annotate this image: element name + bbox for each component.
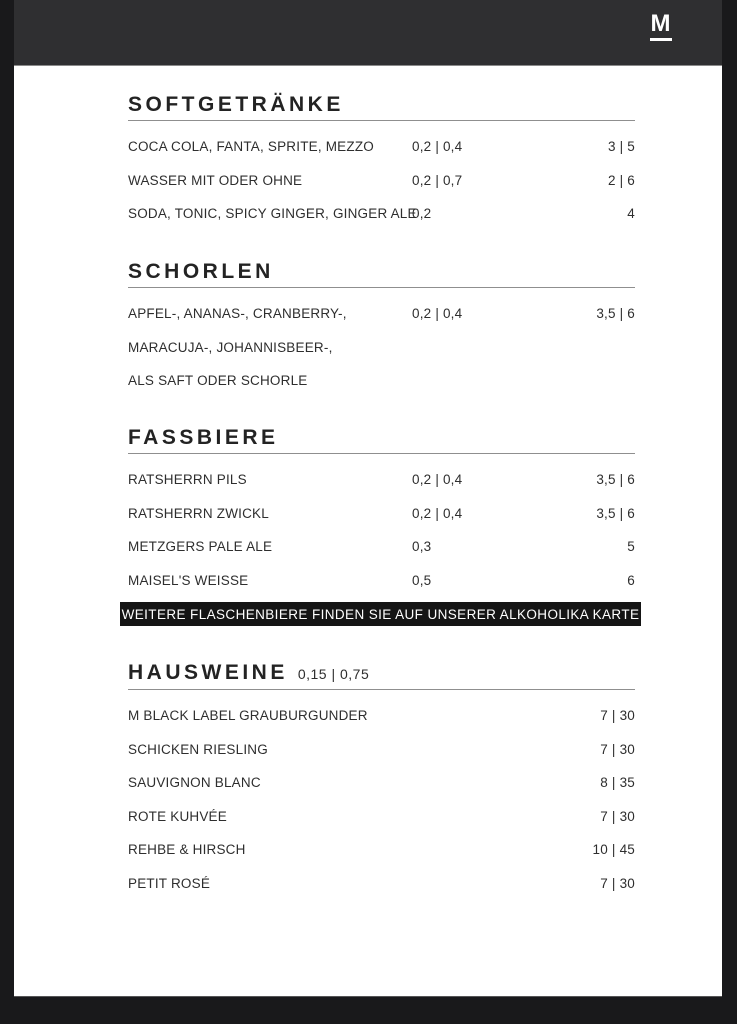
page-header-band [14,0,722,66]
section-fassbiere [128,427,635,597]
item-price: 8 | 35 [600,775,635,791]
item-name: M BLACK LABEL GRAUBURGUNDER [128,708,368,724]
section-title [128,94,635,121]
item-name: ROTE KUHVÉE [128,808,227,824]
menu-row [128,197,635,231]
menu-row [128,463,635,497]
item-size: 0,3 [412,539,432,555]
menu-row [128,297,635,331]
item-price: 6 [627,572,635,588]
item-price: 7 | 30 [600,708,635,724]
item-price: 7 | 30 [600,875,635,891]
section-title [128,261,635,288]
item-name: PETIT ROSÉ [128,875,211,891]
item-size: 0,2 | 0,4 [412,306,463,322]
section-title-sizes: 0,15 | 0,75 [297,666,370,682]
section-rows [128,699,635,900]
section-title-text: SCHORLEN [128,260,274,283]
item-size: 0,2 | 0,4 [412,472,463,488]
info-banner: WEITERE FLASCHENBIERE FINDEN SIE AUF UNSERER ALKOHOLIKA KARTE [120,602,641,626]
section-hausweine [128,662,635,900]
menu-row [128,833,635,867]
menu-row [128,564,635,598]
item-size: 0,2 | 0,7 [412,172,463,188]
item-name: SODA, TONIC, SPICY GINGER, GINGER ALE [128,206,417,222]
menu-row [128,130,635,164]
item-price: 3 | 5 [607,139,635,155]
item-name: RATSHERRN PILS [128,472,247,488]
item-price: 3,5 | 6 [596,306,635,322]
item-size: 0,2 [412,206,432,222]
item-size: 0,2 | 0,4 [412,139,463,155]
section-title-text: SOFTGETRÄNKE [128,93,344,116]
section-softgetraenke [128,94,635,231]
section-rows [128,130,635,231]
section-title [128,427,635,454]
section-title [128,662,635,690]
menu-row [128,364,635,398]
menu-row [128,331,635,365]
item-price: 3,5 | 6 [596,505,635,521]
section-rows [128,463,635,597]
section-title-text: FASSBIERE [128,426,279,449]
item-price: 10 | 45 [592,842,635,858]
menu-row [128,800,635,834]
item-name: MAISEL'S WEISSE [128,572,249,588]
item-name: RATSHERRN ZWICKL [128,505,269,521]
item-name: REHBE & HIRSCH [128,842,246,858]
item-name: SAUVIGNON BLANC [128,775,261,791]
item-size: 0,5 [412,572,432,588]
item-name: ALS SAFT ODER SCHORLE [128,373,308,389]
item-name: SCHICKEN RIESLING [128,741,268,757]
menu-row [128,497,635,531]
section-title-text: HAUSWEINE [128,661,288,684]
section-schorlen [128,261,635,398]
item-price: 3,5 | 6 [596,472,635,488]
item-name: APFEL-, ANANAS-, CRANBERRY-, [128,306,347,322]
item-size: 0,2 | 0,4 [412,505,463,521]
item-price: 5 [627,539,635,555]
item-price: 7 | 30 [600,808,635,824]
item-price: 4 [627,206,635,222]
menu-row [128,164,635,198]
item-name: METZGERS PALE ALE [128,539,273,555]
item-price: 7 | 30 [600,741,635,757]
item-name: WASSER MIT ODER OHNE [128,172,303,188]
item-price: 2 | 6 [607,172,635,188]
section-rows [128,297,635,398]
menu-row [128,867,635,901]
item-name: MARACUJA-, JOHANNISBEER-, [128,339,333,355]
item-name: COCA COLA, FANTA, SPRITE, MEZZO [128,139,374,155]
menu-row [128,530,635,564]
menu-page [14,0,722,996]
menu-row [128,699,635,733]
brand-logo: M [650,12,673,41]
menu-row [128,733,635,767]
menu-row [128,766,635,800]
